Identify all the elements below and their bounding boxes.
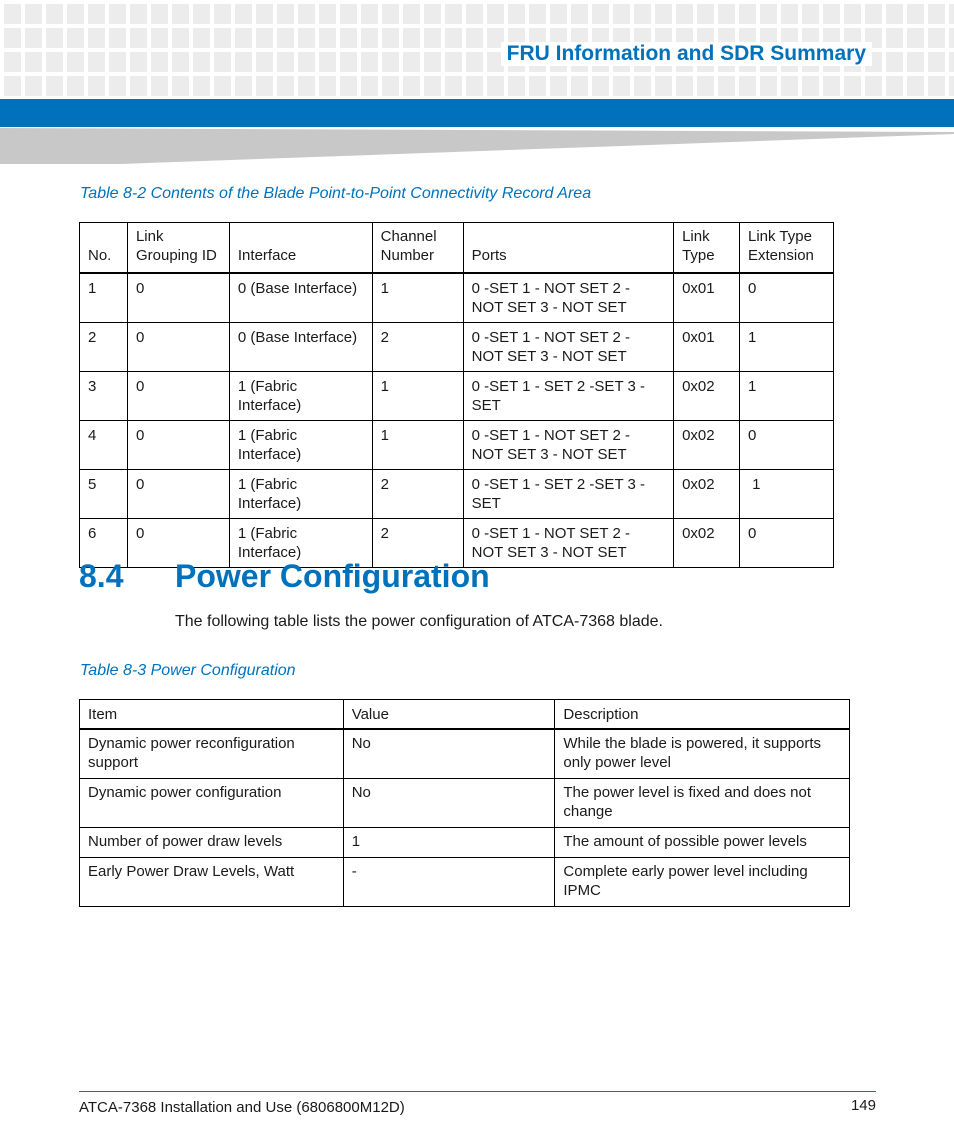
power-configuration-table: [79, 699, 850, 907]
cell-ports: 0 -SET 1 - NOT SET 2 - NOT SET 3 - NOT SET: [463, 519, 673, 568]
footer-document-title: ATCA-7368 Installation and Use (6806800M12D): [79, 1099, 405, 1116]
table-header-row: [80, 700, 850, 730]
cell-link-type-extension: 0: [740, 421, 834, 470]
cell-link-type: 0x02: [674, 421, 740, 470]
header-cell: Link Type Extension: [740, 223, 834, 274]
cell-item: Early Power Draw Levels, Watt: [80, 858, 344, 907]
cell-no: 4: [80, 421, 128, 470]
cell-description: The power level is fixed and does not change: [555, 779, 850, 828]
header-cell: Channel Number: [372, 223, 463, 274]
cell-link-grouping-id: 0: [127, 470, 229, 519]
page-number: 149: [850, 1097, 876, 1114]
header-cell: Description: [555, 700, 850, 730]
cell-link-grouping-id: 0: [127, 273, 229, 323]
cell-link-type-extension: 1: [740, 323, 834, 372]
cell-link-type-extension: 1: [740, 470, 834, 519]
cell-interface: 1 (Fabric Interface): [229, 421, 372, 470]
cell-channel-number: 1: [372, 372, 463, 421]
header-grey-wedge: [0, 128, 954, 164]
cell-link-grouping-id: 0: [127, 421, 229, 470]
cell-description: While the blade is powered, it supports only power level: [555, 729, 850, 779]
cell-item: Dynamic power reconfiguration support: [80, 729, 344, 779]
cell-link-type: 0x01: [674, 323, 740, 372]
table-8-2-caption: Table 8-2 Contents of the Blade Point-to-Point Connectivity Record Area: [80, 185, 592, 202]
cell-description: Complete early power level including IPMC: [555, 858, 850, 907]
cell-no: 6: [80, 519, 128, 568]
cell-value: -: [343, 858, 555, 907]
cell-link-grouping-id: 0: [127, 323, 229, 372]
table-row: [80, 779, 850, 828]
cell-interface: 1 (Fabric Interface): [229, 372, 372, 421]
table-row: [80, 323, 834, 372]
cell-channel-number: 2: [372, 323, 463, 372]
header-cell: Item: [80, 700, 344, 730]
cell-description: The amount of possible power levels: [555, 828, 850, 858]
cell-link-type: 0x02: [674, 372, 740, 421]
cell-value: 1: [343, 828, 555, 858]
header-cell: Link Grouping ID: [127, 223, 229, 274]
cell-interface: 0 (Base Interface): [229, 323, 372, 372]
table-8-3-caption: Table 8-3 Power Configuration: [80, 662, 296, 679]
cell-item: Dynamic power configuration: [80, 779, 344, 828]
section-intro-text: The following table lists the power configuration of ATCA-7368 blade.: [175, 613, 663, 630]
cell-channel-number: 1: [372, 421, 463, 470]
header-blue-band: [0, 99, 954, 127]
section-title: Power Configuration: [175, 558, 490, 594]
table-row: [80, 858, 850, 907]
cell-link-type: 0x02: [674, 470, 740, 519]
header-cell: Link Type: [674, 223, 740, 274]
header-cell: Ports: [463, 223, 673, 274]
table-row: [80, 729, 850, 779]
cell-ports: 0 -SET 1 - SET 2 -SET 3 -SET: [463, 470, 673, 519]
cell-channel-number: 2: [372, 519, 463, 568]
header-cell: No.: [80, 223, 128, 274]
table-row: [80, 372, 834, 421]
cell-link-grouping-id: 0: [127, 519, 229, 568]
header-cell: Value: [343, 700, 555, 730]
cell-link-type: 0x01: [674, 273, 740, 323]
cell-ports: 0 -SET 1 - NOT SET 2 - NOT SET 3 - NOT SET: [463, 323, 673, 372]
table-header-row: [80, 223, 834, 274]
section-number: 8.4: [79, 558, 124, 594]
table-row: [80, 273, 834, 323]
cell-interface: 0 (Base Interface): [229, 273, 372, 323]
connectivity-record-table: [79, 222, 834, 568]
cell-no: 2: [80, 323, 128, 372]
cell-item: Number of power draw levels: [80, 828, 344, 858]
footer-rule: [79, 1091, 876, 1092]
cell-link-grouping-id: 0: [127, 372, 229, 421]
cell-link-type-extension: 1: [740, 372, 834, 421]
cell-channel-number: 1: [372, 273, 463, 323]
cell-link-type: 0x02: [674, 519, 740, 568]
header-cell: Interface: [229, 223, 372, 274]
cell-link-type-extension: 0: [740, 273, 834, 323]
cell-no: 5: [80, 470, 128, 519]
cell-ports: 0 -SET 1 - NOT SET 2 - NOT SET 3 - NOT SET: [463, 421, 673, 470]
cell-interface: 1 (Fabric Interface): [229, 519, 372, 568]
table-row: [80, 828, 850, 858]
cell-channel-number: 2: [372, 470, 463, 519]
cell-no: 3: [80, 372, 128, 421]
cell-value: No: [343, 729, 555, 779]
table-row: [80, 421, 834, 470]
cell-no: 1: [80, 273, 128, 323]
cell-interface: 1 (Fabric Interface): [229, 470, 372, 519]
running-header-title: FRU Information and SDR Summary: [501, 42, 872, 66]
cell-value: No: [343, 779, 555, 828]
cell-link-type-extension: 0: [740, 519, 834, 568]
table-row: [80, 470, 834, 519]
cell-ports: 0 -SET 1 - NOT SET 2 - NOT SET 3 - NOT SET: [463, 273, 673, 323]
cell-ports: 0 -SET 1 - SET 2 -SET 3 -SET: [463, 372, 673, 421]
